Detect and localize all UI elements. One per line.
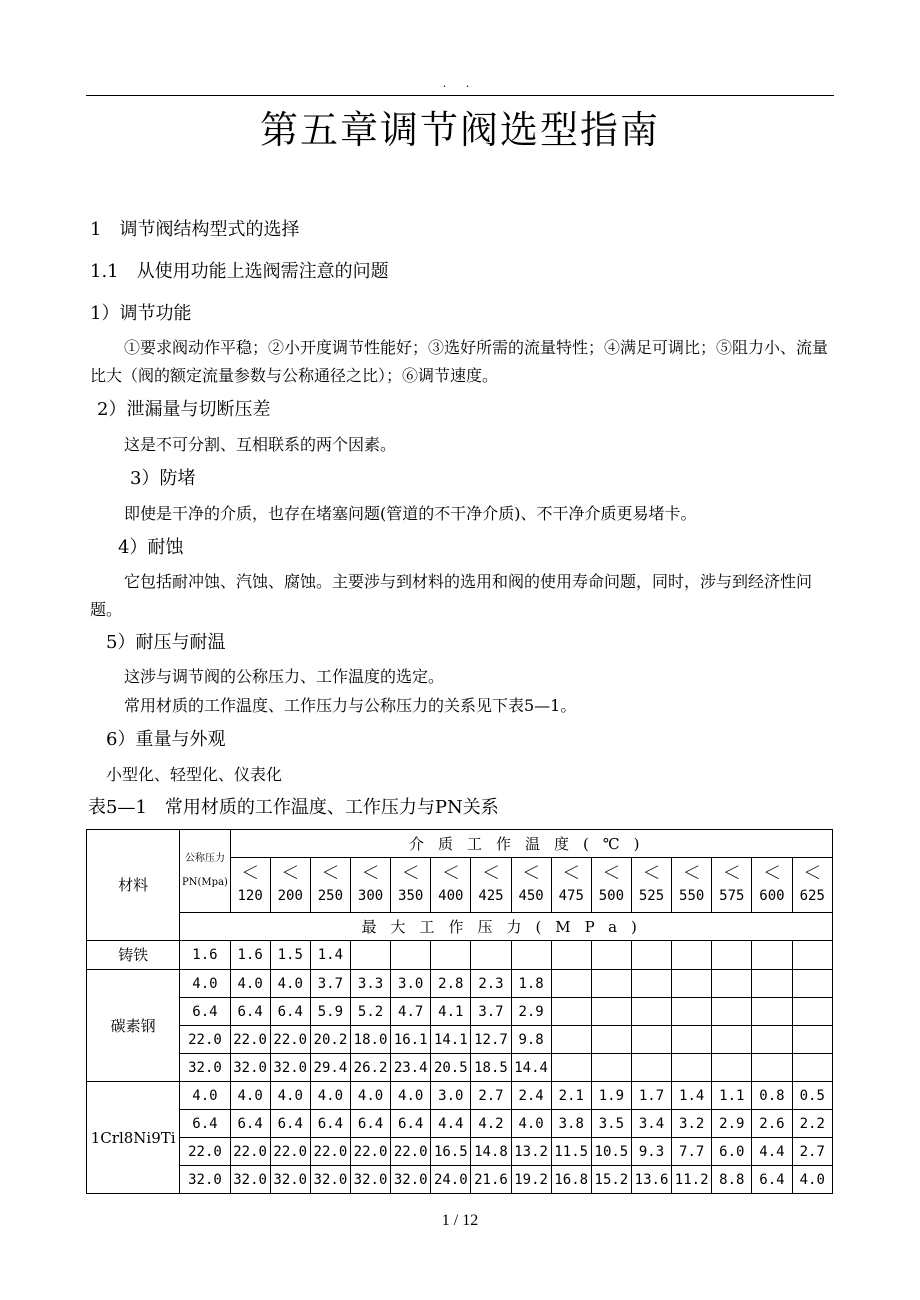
pressure-cell: 3.0 xyxy=(431,1082,471,1110)
pressure-cell: 32.0 xyxy=(270,1054,310,1082)
pressure-cell: 6.4 xyxy=(270,1110,310,1138)
pressure-cell: 2.8 xyxy=(431,970,471,998)
pressure-cell xyxy=(672,998,712,1026)
header-dots: . . xyxy=(442,77,478,90)
pn-cell: 1.6 xyxy=(180,941,230,970)
pressure-cell: 32.0 xyxy=(391,1166,431,1194)
less-than-symbol: ＜ xyxy=(281,863,300,884)
temperature-value: 425 xyxy=(478,888,504,904)
pn-cell: 6.4 xyxy=(180,1110,230,1138)
pressure-cell xyxy=(712,941,752,970)
page-number: 1 / 12 xyxy=(441,1212,479,1229)
pressure-cell xyxy=(511,941,551,970)
pressure-cell xyxy=(631,970,671,998)
pressure-cell: 1.9 xyxy=(591,1082,631,1110)
temperature-value: 350 xyxy=(398,888,424,904)
pressure-cell xyxy=(792,1054,832,1082)
page-title: 第五章调节阀选型指南 xyxy=(259,108,660,152)
pressure-cell: 4.7 xyxy=(391,998,431,1026)
item-5-text-a: 这涉与调节阀的公称压力、工作温度的选定。 xyxy=(124,667,445,686)
material-cell: 碳素钢 xyxy=(87,970,180,1082)
temperature-cell xyxy=(471,858,511,913)
item-2-text: 这是不可分割、互相联系的两个因素。 xyxy=(124,435,397,454)
temperature-cell xyxy=(310,858,350,913)
less-than-symbol: ＜ xyxy=(762,863,781,884)
pressure-cell xyxy=(792,1026,832,1054)
table-header-row xyxy=(87,830,833,858)
item-4-heading: 4）耐蚀 xyxy=(118,537,184,558)
pressure-cell: 16.5 xyxy=(431,1138,471,1166)
pressure-cell: 32.0 xyxy=(230,1054,270,1082)
less-than-symbol: ＜ xyxy=(722,863,741,884)
pressure-cell: 3.3 xyxy=(350,970,390,998)
temperature-cell xyxy=(752,858,792,913)
pressure-cell: 24.0 xyxy=(431,1166,471,1194)
pressure-cell: 0.5 xyxy=(792,1082,832,1110)
pn-cell: 4.0 xyxy=(180,1082,230,1110)
pressure-cell: 22.0 xyxy=(350,1138,390,1166)
temperature-cell xyxy=(511,858,551,913)
pn-cell: 6.4 xyxy=(180,998,230,1026)
temperature-cell xyxy=(672,858,712,913)
pressure-cell: 13.2 xyxy=(511,1138,551,1166)
pressure-cell: 10.5 xyxy=(591,1138,631,1166)
pressure-cell xyxy=(631,1026,671,1054)
pressure-cell: 1.5 xyxy=(270,941,310,970)
table-row xyxy=(87,941,833,970)
temperature-value: 120 xyxy=(237,888,263,904)
pressure-cell: 4.0 xyxy=(511,1110,551,1138)
pressure-cell xyxy=(752,1054,792,1082)
pressure-cell: 2.4 xyxy=(511,1082,551,1110)
pressure-cell: 1.1 xyxy=(712,1082,752,1110)
pressure-cell xyxy=(672,970,712,998)
less-than-symbol: ＜ xyxy=(562,863,581,884)
header-rule xyxy=(86,95,834,96)
pressure-cell: 6.4 xyxy=(230,998,270,1026)
less-than-symbol: ＜ xyxy=(321,863,340,884)
pressure-cell xyxy=(591,998,631,1026)
less-than-symbol: ＜ xyxy=(481,863,500,884)
pressure-cell: 9.8 xyxy=(511,1026,551,1054)
pressure-cell: 22.0 xyxy=(230,1138,270,1166)
pressure-cell xyxy=(631,941,671,970)
pressure-cell: 15.2 xyxy=(591,1166,631,1194)
material-header: 材料 xyxy=(87,830,180,941)
section-1-1-heading: 1.1 从使用功能上选阀需注意的问题 xyxy=(90,261,389,282)
table-row xyxy=(87,970,833,998)
pressure-cell: 4.1 xyxy=(431,998,471,1026)
less-than-symbol: ＜ xyxy=(401,863,420,884)
pressure-cell: 8.8 xyxy=(712,1166,752,1194)
less-than-symbol: ＜ xyxy=(241,863,260,884)
temperature-value: 300 xyxy=(357,888,384,904)
pn-cell: 4.0 xyxy=(180,970,230,998)
material-cell: 1Crl8Ni9Ti xyxy=(87,1082,180,1194)
temperature-value: 400 xyxy=(438,888,464,904)
temperature-cell xyxy=(591,858,631,913)
temperature-value: 550 xyxy=(679,888,705,904)
temperature-cell xyxy=(230,858,270,913)
pressure-cell: 4.2 xyxy=(471,1110,511,1138)
pressure-cell: 3.4 xyxy=(631,1110,671,1138)
pressure-cell: 32.0 xyxy=(230,1166,270,1194)
item-1-text: ①要求阀动作平稳；②小开度调节性能好；③选好所需的流量特性；④满足可调比；⑤阻力小、流量比大（阀的额定流量参数与公称通径之比）；⑥调节速度。 xyxy=(90,338,829,385)
pressure-cell xyxy=(792,970,832,998)
pressure-cell: 6.4 xyxy=(350,1110,390,1138)
pressure-cell: 22.0 xyxy=(270,1026,310,1054)
pressure-cell: 16.8 xyxy=(551,1166,591,1194)
temperature-value: 600 xyxy=(759,888,785,904)
pressure-cell: 22.0 xyxy=(270,1138,310,1166)
pn-header: 公称压力PN(Mpa) xyxy=(180,830,230,913)
pressure-cell: 1.4 xyxy=(672,1082,712,1110)
pressure-cell: 4.4 xyxy=(431,1110,471,1138)
temperature-value: 575 xyxy=(719,888,745,904)
pressure-cell xyxy=(591,1054,631,1082)
less-than-symbol: ＜ xyxy=(803,863,822,884)
temperature-value: 200 xyxy=(277,888,303,904)
pressure-cell: 18.0 xyxy=(350,1026,390,1054)
pn-cell: 22.0 xyxy=(180,1138,230,1166)
temperature-cell xyxy=(391,858,431,913)
pressure-cell: 1.6 xyxy=(230,941,270,970)
pressure-cell xyxy=(712,998,752,1026)
pressure-cell: 5.2 xyxy=(350,998,390,1026)
table-row xyxy=(87,1110,833,1138)
pressure-cell: 14.1 xyxy=(431,1026,471,1054)
section-1-heading: 1 调节阀结构型式的选择 xyxy=(90,219,300,240)
pressure-cell: 3.7 xyxy=(310,970,350,998)
less-than-symbol: ＜ xyxy=(602,863,621,884)
table-row xyxy=(87,1138,833,1166)
pressure-cell: 6.4 xyxy=(270,998,310,1026)
pressure-cell: 6.4 xyxy=(752,1166,792,1194)
temperature-value: 250 xyxy=(317,888,344,904)
pressure-cell xyxy=(431,941,471,970)
pressure-cell: 1.4 xyxy=(310,941,350,970)
pressure-cell xyxy=(350,941,390,970)
pressure-header-row xyxy=(87,913,833,941)
pressure-cell: 3.5 xyxy=(591,1110,631,1138)
pressure-cell: 6.4 xyxy=(230,1110,270,1138)
pressure-cell xyxy=(551,1026,591,1054)
pressure-cell xyxy=(712,1054,752,1082)
pressure-cell: 4.0 xyxy=(391,1082,431,1110)
temperature-value: 625 xyxy=(799,888,825,904)
pressure-temperature-table xyxy=(86,829,833,1194)
pressure-cell: 13.6 xyxy=(631,1166,671,1194)
pressure-cell: 11.2 xyxy=(672,1166,712,1194)
temperature-value: 475 xyxy=(558,888,584,904)
temperature-cell xyxy=(431,858,471,913)
pressure-cell: 4.0 xyxy=(792,1166,832,1194)
less-than-symbol: ＜ xyxy=(522,863,541,884)
less-than-symbol: ＜ xyxy=(682,863,701,884)
pressure-cell: 3.2 xyxy=(672,1110,712,1138)
item-6-text: 小型化、轻型化、仪表化 xyxy=(106,765,283,784)
pressure-cell: 2.9 xyxy=(511,998,551,1026)
temperature-cell xyxy=(270,858,310,913)
material-cell: 铸铁 xyxy=(87,941,180,970)
pressure-cell xyxy=(672,1054,712,1082)
pressure-cell xyxy=(672,941,712,970)
pressure-cell: 4.0 xyxy=(230,1082,270,1110)
pressure-cell: 16.1 xyxy=(391,1026,431,1054)
pressure-cell xyxy=(631,998,671,1026)
pressure-cell: 14.4 xyxy=(511,1054,551,1082)
pressure-cell: 6.4 xyxy=(310,1110,350,1138)
pressure-cell xyxy=(752,1026,792,1054)
pressure-cell: 6.0 xyxy=(712,1138,752,1166)
temperature-value: 500 xyxy=(598,888,625,904)
table-row xyxy=(87,1026,833,1054)
pressure-cell xyxy=(712,970,752,998)
pressure-cell: 3.8 xyxy=(551,1110,591,1138)
pressure-cell: 1.7 xyxy=(631,1082,671,1110)
item-6-heading: 6）重量与外观 xyxy=(106,729,226,750)
pressure-cell xyxy=(712,1026,752,1054)
table-caption: 表5—1 常用材质的工作温度、工作压力与PN关系 xyxy=(88,797,499,818)
pressure-cell: 29.4 xyxy=(310,1054,350,1082)
item-5-text-b: 常用材质的工作温度、工作压力与公称压力的关系见下表5—1。 xyxy=(124,696,577,715)
pressure-cell: 11.5 xyxy=(551,1138,591,1166)
temperature-cell xyxy=(712,858,752,913)
item-1-heading: 1）调节功能 xyxy=(90,303,192,324)
table-row xyxy=(87,1082,833,1110)
temperature-cell xyxy=(792,858,832,913)
pressure-cell: 22.0 xyxy=(310,1138,350,1166)
pressure-cell: 6.4 xyxy=(391,1110,431,1138)
temperature-cell xyxy=(551,858,591,913)
pressure-cell: 20.5 xyxy=(431,1054,471,1082)
pressure-cell: 4.0 xyxy=(270,1082,310,1110)
less-than-symbol: ＜ xyxy=(361,863,380,884)
pressure-cell xyxy=(752,998,792,1026)
pressure-cell xyxy=(591,1026,631,1054)
pressure-cell: 4.0 xyxy=(310,1082,350,1110)
pressure-cell: 4.0 xyxy=(230,970,270,998)
pressure-cell: 21.6 xyxy=(471,1166,511,1194)
pressure-cell xyxy=(471,941,511,970)
temperature-header: 介质工作温度(℃) xyxy=(230,830,832,858)
pressure-cell xyxy=(551,998,591,1026)
pressure-cell: 7.7 xyxy=(672,1138,712,1166)
pressure-cell: 4.0 xyxy=(350,1082,390,1110)
pressure-cell xyxy=(551,1054,591,1082)
pressure-cell: 22.0 xyxy=(391,1138,431,1166)
pressure-cell: 5.9 xyxy=(310,998,350,1026)
temperature-value: 450 xyxy=(518,888,544,904)
pressure-cell: 2.3 xyxy=(471,970,511,998)
item-3-text: 即使是干净的介质，也存在堵塞问题(管道的不干净介质)、不干净介质更易堵卡。 xyxy=(124,504,697,523)
pressure-header: 最大工作压力(MPa) xyxy=(180,913,833,941)
pressure-cell xyxy=(752,970,792,998)
item-5-heading: 5）耐压与耐温 xyxy=(106,632,226,653)
temperature-cell xyxy=(631,858,671,913)
pn-cell: 32.0 xyxy=(180,1166,230,1194)
pressure-cell: 12.7 xyxy=(471,1026,511,1054)
pressure-cell: 32.0 xyxy=(270,1166,310,1194)
less-than-symbol: ＜ xyxy=(642,863,661,884)
pn-cell: 32.0 xyxy=(180,1054,230,1082)
table-row xyxy=(87,1054,833,1082)
pressure-cell xyxy=(792,941,832,970)
pressure-cell: 26.2 xyxy=(350,1054,390,1082)
pressure-cell: 23.4 xyxy=(391,1054,431,1082)
pressure-cell: 14.8 xyxy=(471,1138,511,1166)
table-row xyxy=(87,1166,833,1194)
pressure-cell xyxy=(551,970,591,998)
pressure-cell xyxy=(551,941,591,970)
temperature-value: 525 xyxy=(638,888,665,904)
pn-cell: 22.0 xyxy=(180,1026,230,1054)
pressure-cell xyxy=(672,1026,712,1054)
pressure-cell: 2.6 xyxy=(752,1110,792,1138)
temperature-cell xyxy=(350,858,390,913)
pressure-cell: 2.7 xyxy=(792,1138,832,1166)
pressure-cell xyxy=(591,970,631,998)
item-3-heading: 3）防堵 xyxy=(130,468,196,489)
pressure-cell: 2.1 xyxy=(551,1082,591,1110)
pressure-cell: 4.4 xyxy=(752,1138,792,1166)
pressure-cell: 3.0 xyxy=(391,970,431,998)
pressure-cell: 1.8 xyxy=(511,970,551,998)
pressure-cell: 2.2 xyxy=(792,1110,832,1138)
pressure-cell: 9.3 xyxy=(631,1138,671,1166)
pressure-cell: 19.2 xyxy=(511,1166,551,1194)
pressure-cell: 3.7 xyxy=(471,998,511,1026)
pressure-cell: 2.7 xyxy=(471,1082,511,1110)
less-than-symbol: ＜ xyxy=(441,863,460,884)
pressure-cell: 18.5 xyxy=(471,1054,511,1082)
pressure-cell: 20.2 xyxy=(310,1026,350,1054)
pressure-cell: 22.0 xyxy=(230,1026,270,1054)
item-4-text: 它包括耐冲蚀、汽蚀、腐蚀。主要涉与到材料的选用和阀的使用寿命问题，同时，涉与到经济性问题。 xyxy=(90,572,813,619)
pressure-cell: 32.0 xyxy=(350,1166,390,1194)
table-row xyxy=(87,998,833,1026)
pressure-cell xyxy=(631,1054,671,1082)
pressure-cell xyxy=(792,998,832,1026)
pressure-cell: 0.8 xyxy=(752,1082,792,1110)
pressure-cell xyxy=(752,941,792,970)
item-2-heading: 2）泄漏量与切断压差 xyxy=(97,399,271,420)
pressure-cell: 32.0 xyxy=(310,1166,350,1194)
pressure-cell xyxy=(591,941,631,970)
pressure-cell xyxy=(391,941,431,970)
pressure-cell: 2.9 xyxy=(712,1110,752,1138)
pressure-cell: 4.0 xyxy=(270,970,310,998)
